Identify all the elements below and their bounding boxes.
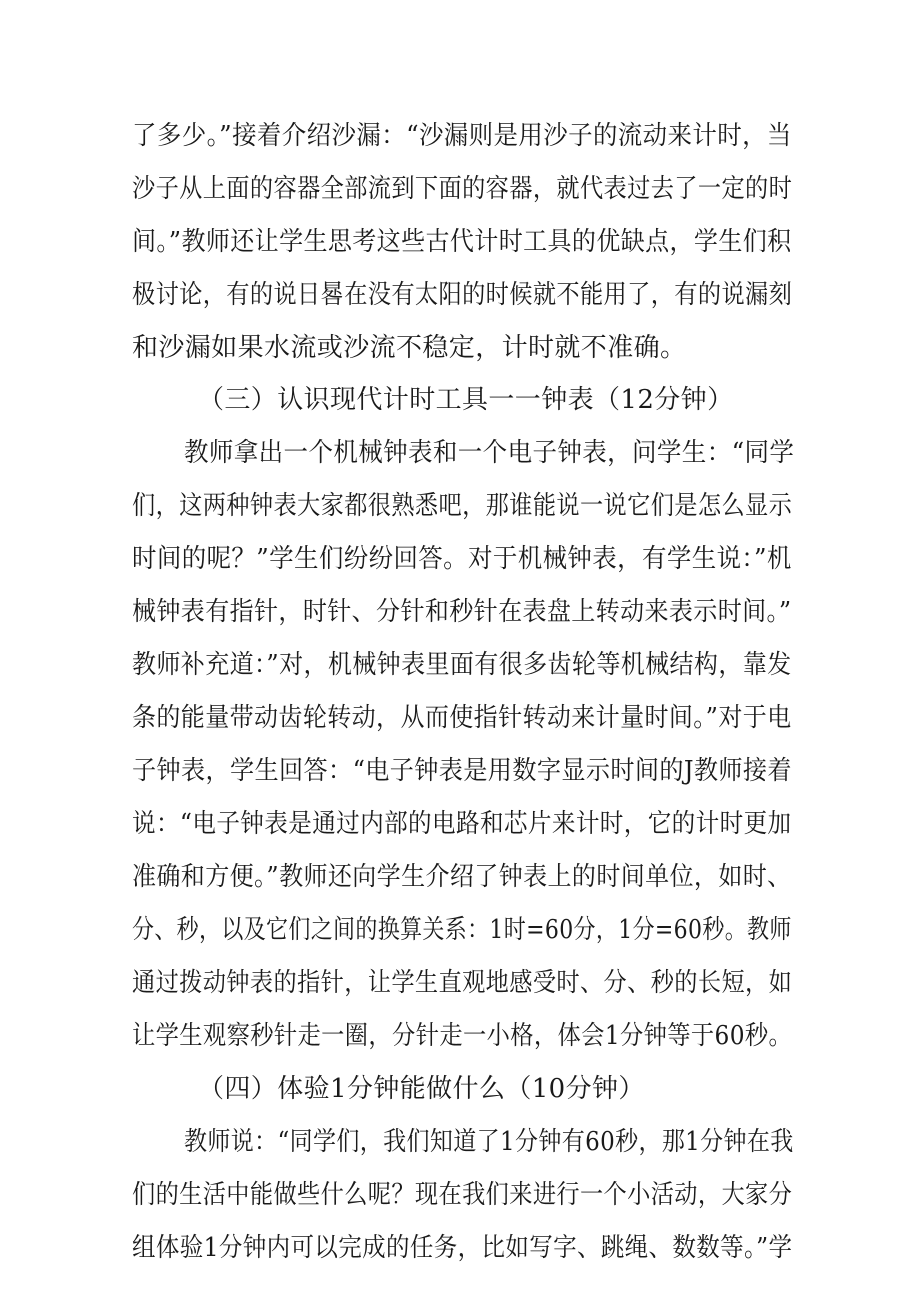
text-line: 们的生活中能做些什么呢？现在我们来进行一个小活动，大家分 bbox=[132, 1180, 793, 1210]
text-line: 沙子从上面的容器全部流到下面的容器，就代表过去了一定的时 bbox=[132, 174, 793, 204]
text-line: 们，这两种钟表大家都很熟悉吧，那谁能说一说它们是怎么显示 bbox=[132, 491, 793, 521]
text-line: 子钟表，学生回答：“电子钟表是用数字显示时间的J教师接着 bbox=[132, 756, 792, 786]
text-line: 教师拿出一个机械钟表和一个电子钟表，问学生：“同学 bbox=[184, 438, 795, 468]
text-line: 条的能量带动齿轮转动，从而使指针转动来计量时间。”对于电 bbox=[132, 703, 792, 733]
section-heading: （三）认识现代计时工具一一钟表（12分钟） bbox=[198, 385, 734, 415]
text-line: 通过拨动钟表的指针，让学生直观地感受时、分、秒的长短，如 bbox=[132, 968, 793, 998]
text-line: 时间的呢？”学生们纷纷回答。对于机械钟表，有学生说：”机 bbox=[132, 544, 792, 574]
section-heading: （四）体验1分钟能做什么（10分钟） bbox=[198, 1074, 645, 1104]
text-line: 分、秒，以及它们之间的换算关系：1时=60分，1分=60秒。教师 bbox=[132, 915, 792, 945]
text-line: 教师说：“同学们，我们知道了1分钟有60秒，那1分钟在我 bbox=[184, 1127, 794, 1157]
text-line: 组体验1分钟内可以完成的任务，比如写字、跳绳、数数等。”学 bbox=[132, 1233, 793, 1263]
text-line: 教师补充道：”对，机械钟表里面有很多齿轮等机械结构，靠发 bbox=[132, 650, 792, 680]
text-line: 准确和方便。”教师还向学生介绍了钟表上的时间单位，如时、 bbox=[132, 862, 792, 892]
text-line: 和沙漏如果水流或沙流不稳定，计时就不准确。 bbox=[132, 333, 687, 363]
text-line: 间。”教师还让学生思考这些古代计时工具的优缺点，学生们积 bbox=[132, 227, 792, 257]
text-line: 了多少。”接着介绍沙漏：“沙漏则是用沙子的流动来计时，当 bbox=[132, 121, 792, 151]
text-line: 让学生观察秒针走一圈，分针走一小格，体会1分钟等于60秒。 bbox=[132, 1021, 793, 1051]
text-line: 械钟表有指针，时针、分针和秒针在表盘上转动来表示时间。” bbox=[132, 597, 792, 627]
text-line: 说：“电子钟表是通过内部的电路和芯片来计时，它的计时更加 bbox=[132, 809, 792, 839]
text-line: 极讨论，有的说日晷在没有太阳的时候就不能用了，有的说漏刻 bbox=[132, 280, 793, 310]
